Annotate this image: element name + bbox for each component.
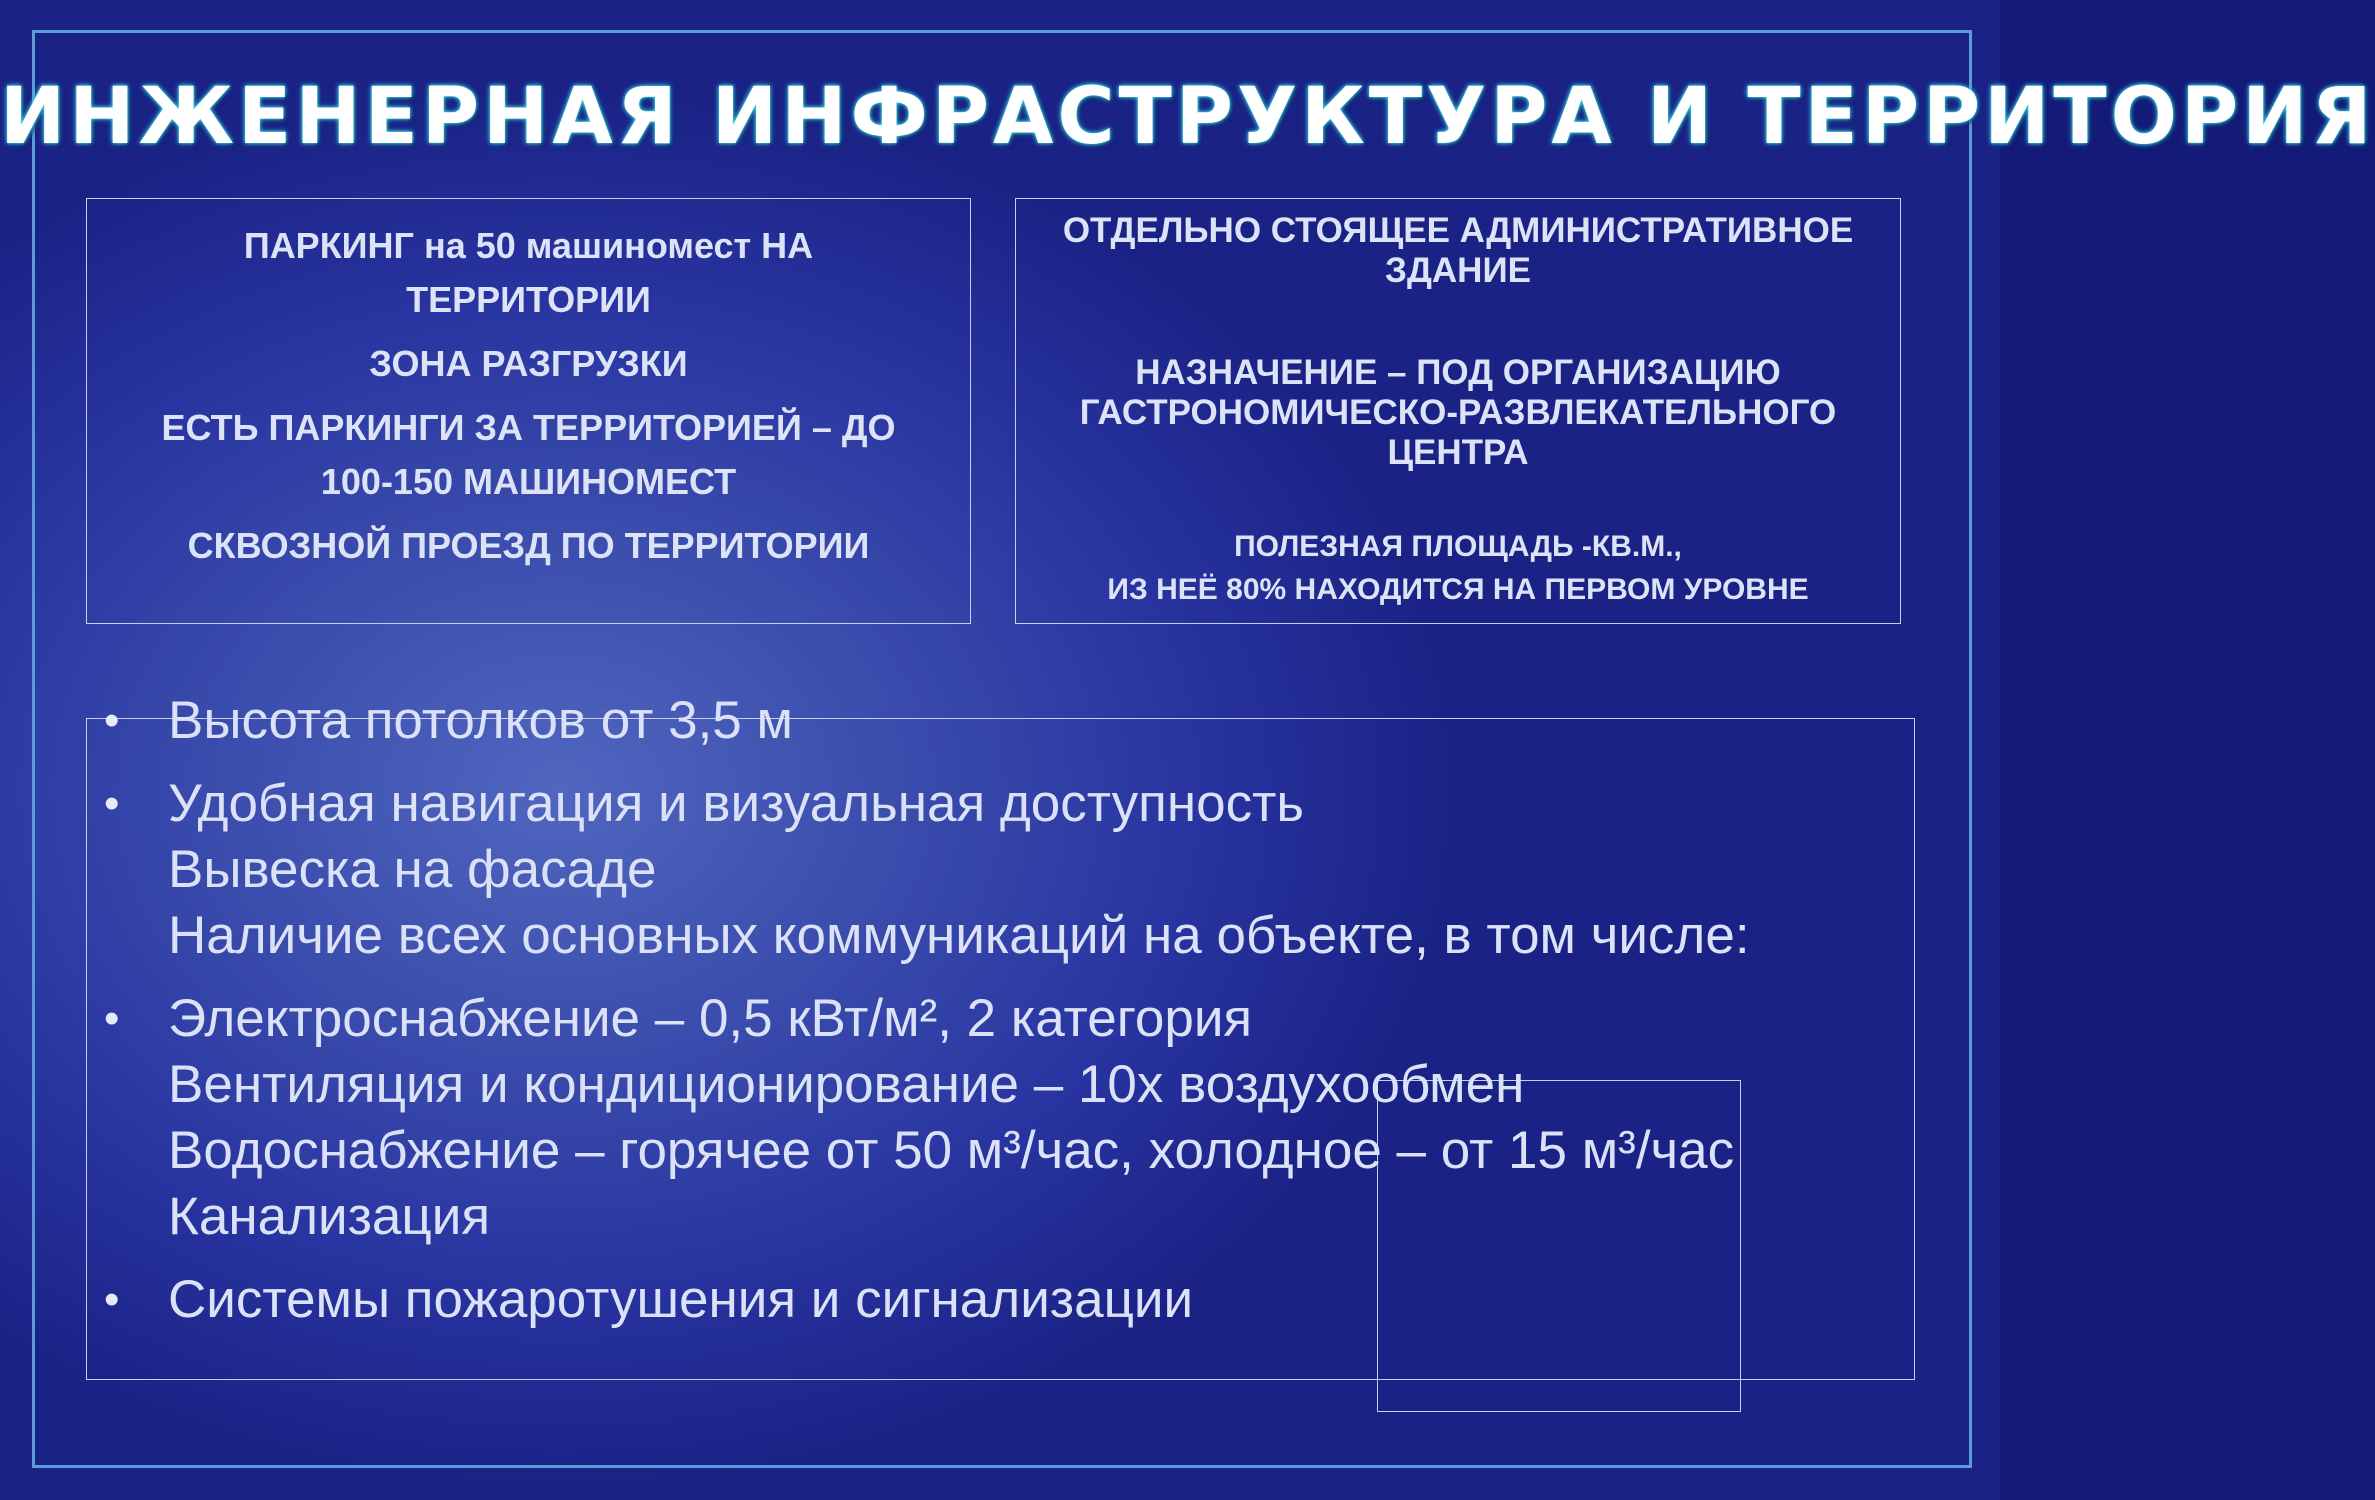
bullet-text: Вывеска на фасаде bbox=[168, 840, 657, 899]
bullet-text: Наличие всех основных коммуникаций на объекте, в том числе: bbox=[168, 906, 1750, 965]
bullet-dot-icon: • bbox=[104, 994, 120, 1043]
first-level-share-line: ИЗ НЕЁ 80% НАХОДИТСЯ НА ПЕРВОМ УРОВНЕ bbox=[1107, 573, 1809, 606]
bullet-dot-icon: • bbox=[104, 779, 120, 828]
slide-title: ИНЖЕНЕРНАЯ ИНФРАСТРУКТУРА И ТЕРРИТОРИЯ bbox=[0, 72, 2375, 162]
bullet-text: Высота потолков от 3,5 м bbox=[168, 691, 793, 750]
bullet-text: Системы пожаротушения и сигнализации bbox=[168, 1270, 1194, 1329]
bullet-item bbox=[104, 771, 1904, 969]
bullet-text: Удобная навигация и визуальная доступность bbox=[168, 774, 1304, 833]
through-passage-line: СКВОЗНОЙ ПРОЕЗД ПО ТЕРРИТОРИИ bbox=[187, 525, 870, 566]
bullet-item bbox=[104, 986, 1904, 1250]
building-purpose-line: НАЗНАЧЕНИЕ – ПОД ОРГАНИЗАЦИЮ ГАСТРОНОМИЧЕСКО-РАЗВЛЕКАТЕЛЬНОГО ЦЕНТРА bbox=[1079, 353, 1837, 472]
outside-parking-line: ЕСТЬ ПАРКИНГИ ЗА ТЕРРИТОРИЕЙ – ДО 100-150 МАШИНОМЕСТ bbox=[161, 407, 896, 502]
building-type-line: ОТДЕЛЬНО СТОЯЩЕЕ АДМИНИСТРАТИВНОЕ ЗДАНИЕ bbox=[1062, 211, 1854, 290]
bullet-text: Водоснабжение – горячее от 50 м³/час, холодное – от 15 м³/час bbox=[168, 1121, 1735, 1180]
parking-info-box bbox=[86, 198, 971, 624]
bullet-dot-icon: • bbox=[104, 696, 120, 745]
bullet-text: Вентиляция и кондиционирование – 10х воздухообмен bbox=[168, 1055, 1525, 1114]
unloading-zone-line: ЗОНА РАЗГРУЗКИ bbox=[369, 343, 688, 384]
building-info-box bbox=[1015, 198, 1901, 624]
bullet-item bbox=[104, 1267, 1904, 1333]
parking-line: ПАРКИНГ на 50 машиномест НА ТЕРРИТОРИИ bbox=[243, 225, 814, 320]
useful-area-line: ПОЛЕЗНАЯ ПЛОЩАДЬ -КВ.М., bbox=[1234, 530, 1682, 563]
bullet-text: Электроснабжение – 0,5 кВт/м², 2 категория bbox=[168, 989, 1253, 1048]
bullet-dot-icon: • bbox=[104, 1275, 120, 1324]
bullet-item bbox=[104, 688, 1904, 754]
features-list bbox=[104, 688, 1904, 1350]
bullet-text: Канализация bbox=[168, 1187, 491, 1246]
